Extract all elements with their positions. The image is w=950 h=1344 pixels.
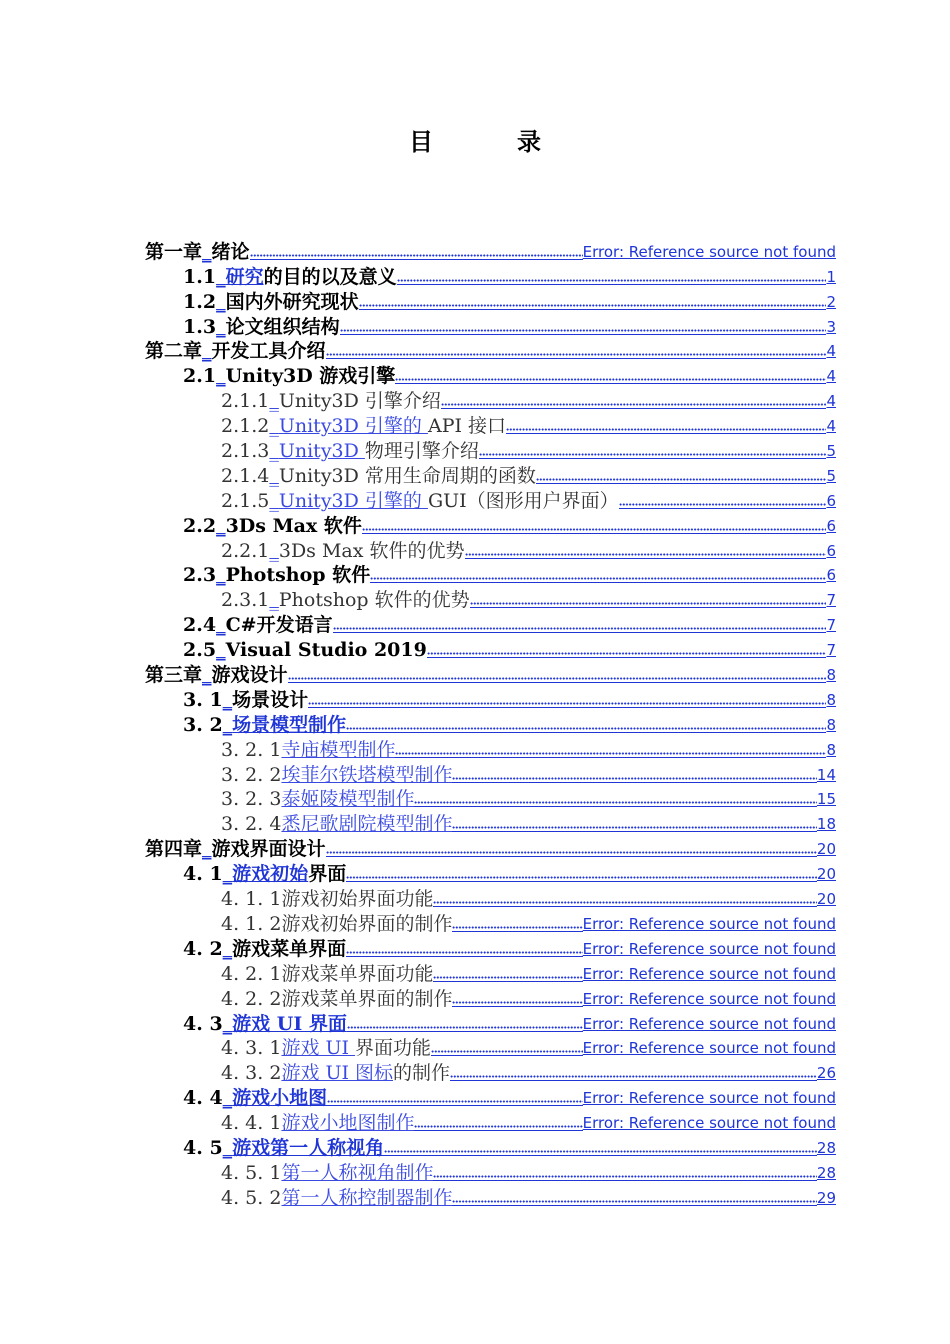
toc-entry-text — [183, 639, 427, 661]
toc-entry-text — [221, 788, 414, 810]
toc-entry-label: Photshop 软件 — [225, 564, 371, 587]
toc-entry-label: Visual Studio 2019 — [225, 639, 427, 662]
toc-entry-number: 2.1 — [183, 365, 217, 388]
toc-entry-separator: _ — [222, 863, 233, 886]
toc-page-number[interactable]: Error: Reference source not found — [582, 989, 836, 1008]
toc-entry[interactable] — [0, 586, 950, 611]
toc-entry[interactable] — [0, 1109, 950, 1134]
toc-entry-number: 4. 3. 1 — [221, 1037, 282, 1060]
toc-entry-label: C#开发语言 — [225, 614, 333, 637]
toc-entry-text — [183, 938, 346, 960]
toc-entry-separator: _ — [216, 265, 226, 288]
dot-leader — [479, 440, 827, 459]
toc-entry[interactable] — [0, 338, 950, 363]
toc-entry-link-text[interactable]: 游戏小地图 — [232, 1087, 328, 1110]
toc-entry-text — [221, 540, 465, 562]
toc-page-number[interactable]: 6 — [826, 541, 836, 560]
toc-entry[interactable] — [0, 661, 950, 686]
toc-page-number[interactable]: 6 — [826, 491, 836, 510]
toc-entry-number: 4. 4 — [183, 1087, 223, 1110]
toc-entry-separator: _ — [216, 365, 226, 388]
toc-entry-link-text[interactable]: 游戏小地图制作 — [281, 1112, 415, 1135]
toc-entry-separator: _ — [216, 290, 226, 313]
toc-page-number[interactable]: 1 — [826, 267, 836, 286]
dot-leader — [452, 764, 816, 783]
toc-page-number[interactable]: 29 — [816, 1188, 836, 1207]
toc-page-number[interactable]: 5 — [826, 466, 836, 485]
toc-entry-number: 4. 1. 2 — [221, 912, 282, 935]
toc-entry-text — [221, 739, 395, 761]
toc-entry-link-text[interactable]: 游戏第一人称视角 — [232, 1136, 385, 1159]
dot-leader — [433, 888, 816, 907]
toc-entry-label: 游戏初始界面功能 — [281, 888, 434, 911]
toc-title: 目 录 — [409, 128, 571, 156]
dot-leader — [427, 639, 827, 658]
toc-entry-number: 4. 3 — [183, 1012, 223, 1035]
toc-entry[interactable] — [0, 910, 950, 935]
toc-entry[interactable] — [0, 960, 950, 985]
toc-entry-label: 国内外研究现状 — [225, 290, 359, 313]
toc-entry-number: 第四章 — [145, 838, 203, 861]
dot-leader — [452, 813, 816, 832]
dot-leader — [619, 490, 827, 509]
toc-entry-text — [221, 415, 506, 437]
toc-entry[interactable] — [0, 1035, 950, 1060]
dot-leader — [452, 988, 582, 1007]
toc-page-number[interactable]: Error: Reference source not found — [582, 939, 836, 958]
dot-leader — [250, 241, 583, 260]
toc-entry-link-text[interactable]: 游戏初始 — [232, 863, 309, 886]
toc-entry[interactable] — [0, 537, 950, 562]
toc-entry-text — [145, 340, 326, 362]
toc-entry-text — [221, 440, 479, 462]
toc-entry-label: API 接口 — [427, 415, 507, 438]
toc-entry-text — [183, 1137, 384, 1159]
toc-entry-text — [221, 465, 536, 487]
dot-leader — [326, 838, 817, 857]
toc-entry-label: Unity3D 常用生命周期的函数 — [278, 464, 536, 487]
toc-entry-link-text[interactable]: 第一人称视角制作 — [281, 1161, 434, 1184]
toc-entry-text — [221, 1187, 452, 1209]
toc-entry-number: 3. 2. 2 — [221, 763, 282, 786]
toc-entry-separator: _ — [202, 340, 212, 363]
dot-leader — [340, 316, 827, 335]
dot-leader — [362, 515, 827, 534]
toc-entry-text — [221, 813, 452, 835]
toc-page-number[interactable]: 20 — [816, 840, 836, 859]
toc-entry[interactable] — [0, 562, 950, 587]
toc-page-number[interactable]: 8 — [826, 715, 836, 734]
toc-entry-label: 游戏界面设计 — [211, 838, 326, 861]
toc-entry-number: 4. 2. 1 — [221, 962, 282, 985]
dot-leader — [346, 938, 582, 957]
dot-leader — [536, 465, 827, 484]
toc-entry-number: 4. 4. 1 — [221, 1112, 282, 1135]
toc-entry-text — [183, 291, 359, 313]
toc-entry-number: 4. 1 — [183, 863, 223, 886]
toc-entry-label: 3Ds Max 软件 — [225, 514, 362, 537]
toc-entry-number: 2.1.1 — [221, 390, 270, 413]
toc-entry-link-text[interactable]: 泰姬陵模型制作 — [281, 788, 415, 811]
toc-entry-number: 4. 2 — [183, 937, 223, 960]
toc-entry-separator: _ — [269, 464, 279, 487]
toc-entry-label: 界面功能 — [355, 1037, 432, 1060]
toc-page-number[interactable]: 18 — [816, 815, 836, 834]
toc-page-number[interactable]: 8 — [826, 666, 836, 685]
toc-entry-text — [221, 888, 433, 910]
toc-entry-separator: _ — [269, 440, 279, 463]
toc-entry-number: 2.2.1 — [221, 539, 270, 562]
toc-entry[interactable] — [0, 885, 950, 910]
toc-entry-label: 界面 — [308, 863, 347, 886]
toc-entry-number: 3. 2. 4 — [221, 813, 282, 836]
toc-entry-link-text[interactable]: Unity3D 引擎的 — [278, 489, 428, 512]
toc-entry[interactable] — [0, 1159, 950, 1184]
toc-entry[interactable] — [0, 512, 950, 537]
toc-entry-text — [221, 1062, 450, 1084]
toc-entry[interactable] — [0, 611, 950, 636]
toc-entry-text — [183, 515, 362, 537]
dot-leader — [414, 788, 816, 807]
toc-page-number[interactable]: 20 — [816, 865, 836, 884]
toc-entry-link-text[interactable]: 游戏 UI — [281, 1037, 356, 1060]
toc-entry[interactable] — [0, 437, 950, 462]
toc-page-number[interactable]: 6 — [826, 566, 836, 585]
toc-entry-text — [145, 664, 288, 686]
dot-leader — [308, 689, 826, 708]
toc-entry[interactable] — [0, 736, 950, 761]
toc-entry-text — [221, 390, 441, 412]
toc-entry-label: Photshop 软件的优势 — [278, 589, 470, 612]
toc-entry-number: 2.1.2 — [221, 415, 270, 438]
toc-entry[interactable] — [0, 860, 950, 885]
toc-entry-separator: _ — [216, 315, 226, 338]
toc-entry[interactable] — [0, 412, 950, 437]
toc-entry-number: 4. 2. 2 — [221, 987, 282, 1010]
dot-leader — [452, 913, 582, 932]
toc-entry-text — [183, 316, 340, 338]
dot-leader — [470, 589, 827, 608]
toc-entry-link-text[interactable]: Unity3D — [278, 440, 365, 463]
toc-entry-number: 4. 5. 2 — [221, 1186, 282, 1209]
toc-entry[interactable] — [0, 835, 950, 860]
toc-page-number[interactable]: 28 — [816, 1163, 836, 1182]
toc-page-number[interactable]: 3 — [826, 317, 836, 336]
dot-leader — [450, 1062, 817, 1081]
dot-leader — [346, 714, 826, 733]
toc-page-number[interactable]: 5 — [826, 442, 836, 461]
toc-page-number[interactable]: 7 — [826, 641, 836, 660]
toc-page-number[interactable]: Error: Reference source not found — [582, 964, 836, 983]
dot-leader — [431, 1037, 583, 1056]
toc-entry-separator: _ — [222, 1136, 233, 1159]
dot-leader — [370, 564, 826, 583]
toc-entry-separator: _ — [216, 514, 226, 537]
toc-entry[interactable] — [0, 711, 950, 736]
toc-entry-text — [145, 838, 326, 860]
toc-entry-label: 的制作 — [393, 1062, 451, 1085]
toc-entry-number: 3. 2. 1 — [221, 738, 282, 761]
toc-page-number[interactable]: Error: Reference source not found — [582, 242, 836, 261]
dot-leader — [397, 266, 827, 285]
dot-leader — [288, 664, 827, 683]
toc-entry-separator: _ — [222, 937, 233, 960]
toc-entry-label: 游戏菜单界面功能 — [281, 962, 434, 985]
toc-entry-separator: _ — [202, 664, 212, 687]
toc-page-number[interactable]: 4 — [826, 367, 836, 386]
toc-entry-separator: _ — [216, 564, 226, 587]
dot-leader — [433, 1162, 816, 1181]
dot-leader — [395, 739, 826, 758]
toc-entry-number: 第三章 — [145, 664, 203, 687]
toc-entry[interactable] — [0, 288, 950, 313]
toc-entry-link-text[interactable]: 第一人称控制器制作 — [281, 1186, 453, 1209]
toc-entry-number: 3. 1 — [183, 688, 223, 711]
toc-entry[interactable] — [0, 1010, 950, 1035]
toc-entry[interactable] — [0, 761, 950, 786]
dot-leader — [346, 863, 817, 882]
toc-entry-label: GUI（图形用户界面） — [427, 489, 619, 512]
toc-page-number[interactable]: 7 — [826, 591, 836, 610]
toc-entry-number: 2.1.5 — [221, 489, 270, 512]
toc-entry-text — [183, 863, 346, 885]
toc-entry-separator: _ — [216, 639, 226, 662]
toc-entry[interactable] — [0, 1184, 950, 1209]
toc-entry-label: 物理引擎介绍 — [364, 440, 479, 463]
toc-entry-number: 1.3 — [183, 315, 217, 338]
toc-entry-separator: _ — [269, 589, 279, 612]
toc-entry-separator: _ — [222, 688, 233, 711]
toc-entry[interactable] — [0, 810, 950, 835]
toc-entry[interactable] — [0, 935, 950, 960]
toc-entry-text — [183, 564, 370, 586]
toc-page-number[interactable]: Error: Reference source not found — [582, 914, 836, 933]
toc-entry-number: 2.3.1 — [221, 589, 270, 612]
toc-entry-number: 1.1 — [183, 265, 217, 288]
toc-entry-separator: _ — [222, 1012, 233, 1035]
dot-leader — [327, 1087, 582, 1106]
toc-entry-separator: _ — [202, 838, 212, 861]
toc-entry-text — [221, 764, 452, 786]
toc-entry-text — [221, 589, 470, 611]
toc-page-number[interactable]: 8 — [826, 740, 836, 759]
toc-entry-text — [221, 963, 433, 985]
dot-leader — [506, 415, 826, 434]
toc-entry-text — [145, 241, 250, 263]
dot-leader — [326, 340, 827, 359]
toc-entry-number: 4. 5. 1 — [221, 1161, 282, 1184]
toc-entry[interactable] — [0, 985, 950, 1010]
toc-entry-text — [221, 490, 619, 512]
toc-page-number[interactable]: 7 — [826, 616, 836, 635]
toc-entry-number: 1.2 — [183, 290, 217, 313]
toc-entry-link-text[interactable]: Unity3D 引擎的 — [278, 415, 428, 438]
dot-leader — [359, 291, 827, 310]
toc-entry-text — [183, 1087, 327, 1109]
toc-page-number[interactable]: 6 — [826, 516, 836, 535]
toc-entry-text — [221, 1112, 414, 1134]
toc-entry-label: Unity3D 游戏引擎 — [225, 365, 396, 388]
toc-entry-separator: _ — [222, 713, 233, 736]
toc-entry-link-text[interactable]: 埃菲尔铁塔模型制作 — [281, 763, 453, 786]
toc-entry-text — [221, 913, 452, 935]
toc-entry-text — [183, 689, 308, 711]
toc-page-number[interactable]: 28 — [816, 1138, 836, 1157]
toc-entry-text — [183, 714, 346, 736]
toc-entry[interactable] — [0, 313, 950, 338]
toc-entry[interactable] — [0, 362, 950, 387]
toc-entry-separator: _ — [269, 539, 279, 562]
toc-entry[interactable] — [0, 1134, 950, 1159]
toc-page-number[interactable]: Error: Reference source not found — [582, 1114, 836, 1133]
toc-entry-text — [183, 1013, 347, 1035]
toc-entry-label: 绪论 — [211, 240, 250, 263]
toc-page-number[interactable]: 8 — [826, 690, 836, 709]
toc-entry-link-text[interactable]: 游戏 UI 界面 — [232, 1012, 347, 1035]
toc-entry[interactable] — [0, 238, 950, 263]
toc-entry-number: 第一章 — [145, 240, 203, 263]
toc-entry-label: 游戏设计 — [211, 664, 288, 687]
toc-entry-link-text[interactable]: 场景模型制作 — [232, 713, 347, 736]
dot-leader — [452, 1187, 816, 1206]
toc-entry-number: 2.1.4 — [221, 464, 270, 487]
toc-entry-number: 2.4 — [183, 614, 217, 637]
toc-page-number[interactable]: 26 — [816, 1064, 836, 1083]
toc-entry-text — [183, 266, 397, 288]
toc-entry-text — [183, 614, 333, 636]
toc-page-number[interactable]: 20 — [816, 890, 836, 909]
toc-page-number[interactable]: 4 — [826, 342, 836, 361]
dot-leader — [441, 390, 827, 409]
toc-entry[interactable] — [0, 636, 950, 661]
toc-page-number[interactable]: 4 — [826, 417, 836, 436]
toc-entry-text — [221, 1037, 431, 1059]
toc-entry-text — [183, 365, 395, 387]
toc-entry-link-text[interactable]: 游戏 UI 图标 — [281, 1062, 394, 1085]
dot-leader — [395, 365, 826, 384]
toc-entry-number: 4. 3. 2 — [221, 1062, 282, 1085]
toc-entry-label: 游戏菜单界面的制作 — [281, 987, 453, 1010]
toc-entry-separator: _ — [216, 614, 226, 637]
dot-leader — [433, 963, 582, 982]
toc-page-number[interactable]: 14 — [816, 765, 836, 784]
toc-page-number[interactable]: Error: Reference source not found — [582, 1039, 836, 1058]
toc-entry-number: 4. 1. 1 — [221, 888, 282, 911]
toc-entry-separator: _ — [269, 390, 279, 413]
toc-entry[interactable] — [0, 487, 950, 512]
toc-page-number[interactable]: 4 — [826, 392, 836, 411]
toc-entry[interactable] — [0, 263, 950, 288]
toc-entry[interactable] — [0, 786, 950, 811]
toc-entry-text — [221, 988, 452, 1010]
toc-page-number[interactable]: Error: Reference source not found — [582, 1014, 836, 1033]
toc-entry-separator: _ — [269, 489, 279, 512]
toc-entry-separator: _ — [269, 415, 279, 438]
toc-entry-separator: _ — [202, 240, 212, 263]
toc-entry-text — [221, 1162, 433, 1184]
dot-leader — [333, 614, 827, 633]
toc-entry-number: 3. 2. 3 — [221, 788, 282, 811]
toc-entry-number: 2.2 — [183, 514, 217, 537]
toc-entry-label: 论文组织结构 — [225, 315, 340, 338]
dot-leader — [347, 1013, 583, 1032]
toc-entry-number: 第二章 — [145, 340, 203, 363]
toc-entry-label: 场景设计 — [232, 688, 309, 711]
toc-entry-separator: _ — [222, 1087, 233, 1110]
toc-entry[interactable] — [0, 387, 950, 412]
toc-entry-label: 开发工具介绍 — [211, 340, 326, 363]
toc-entry-label: 3Ds Max 软件的优势 — [278, 539, 465, 562]
toc-entry-label: 游戏菜单界面 — [232, 937, 347, 960]
toc-entry[interactable] — [0, 1084, 950, 1109]
table-of-contents — [0, 238, 950, 1209]
toc-entry-link-text[interactable]: 悉尼歌剧院模型制作 — [281, 813, 453, 836]
toc-entry-number: 2.1.3 — [221, 440, 270, 463]
toc-entry[interactable] — [0, 462, 950, 487]
toc-entry[interactable] — [0, 686, 950, 711]
toc-page-number[interactable]: 15 — [816, 790, 836, 809]
toc-entry-label: 游戏初始界面的制作 — [281, 912, 453, 935]
toc-entry-label: Unity3D 引擎介绍 — [278, 390, 441, 413]
toc-entry-number: 2.3 — [183, 564, 217, 587]
toc-entry-number: 2.5 — [183, 639, 217, 662]
dot-leader — [384, 1137, 817, 1156]
toc-entry-link-text[interactable]: 研究 — [225, 265, 264, 288]
dot-leader — [414, 1112, 582, 1131]
toc-entry[interactable] — [0, 1059, 950, 1084]
dot-leader — [465, 540, 827, 559]
toc-entry-label: 的目的以及意义 — [263, 265, 397, 288]
toc-page-number[interactable]: Error: Reference source not found — [582, 1089, 836, 1108]
toc-entry-link-text[interactable]: 寺庙模型制作 — [281, 738, 396, 761]
toc-entry-number: 3. 2 — [183, 713, 223, 736]
toc-page-number[interactable]: 2 — [826, 292, 836, 311]
toc-entry-number: 4. 5 — [183, 1136, 223, 1159]
